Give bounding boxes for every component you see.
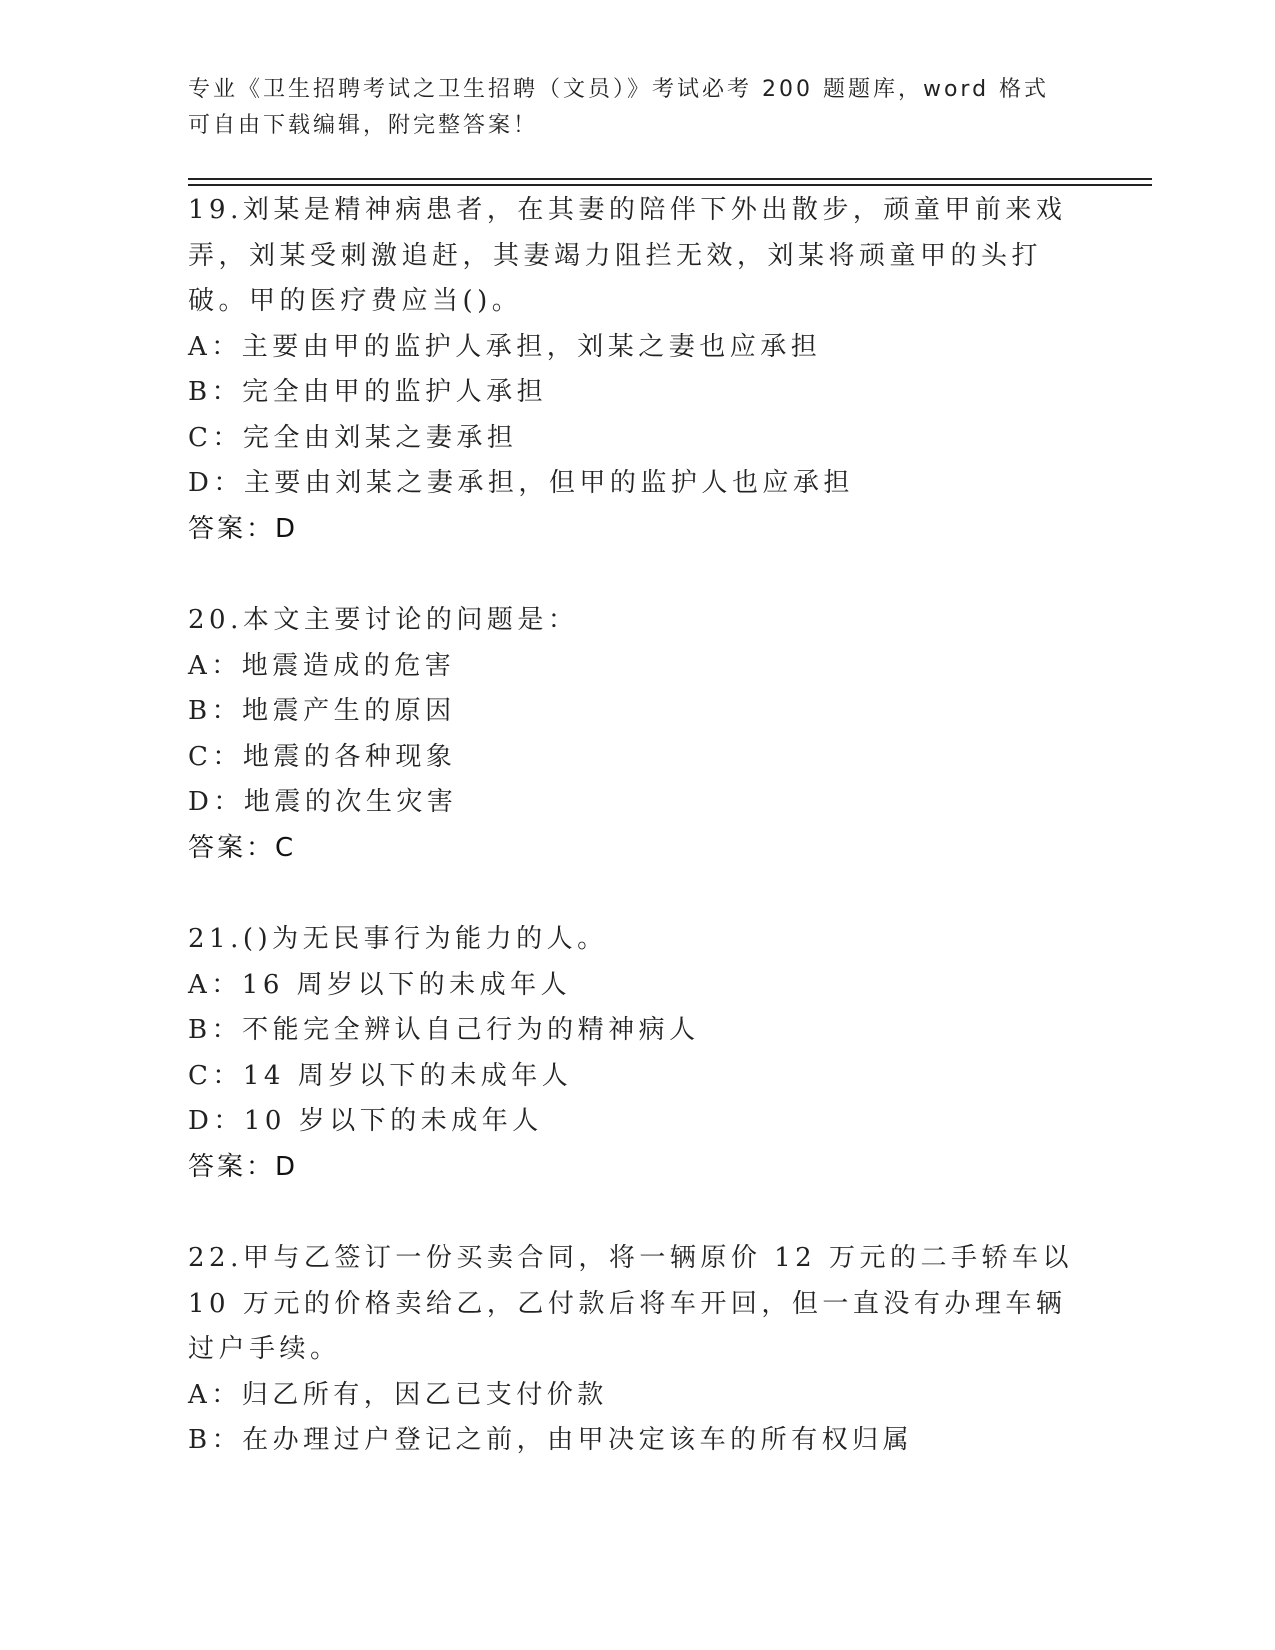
answer-label: 答案：D bbox=[188, 1151, 299, 1182]
answer-label: 答案：D bbox=[188, 513, 299, 544]
question-21 bbox=[188, 917, 1088, 1190]
question-20 bbox=[188, 598, 1088, 871]
option-a: A：16 周岁以下的未成年人 bbox=[188, 969, 572, 1000]
option-c: C：完全由刘某之妻承担 bbox=[188, 422, 518, 453]
option-d: D：主要由刘某之妻承担，但甲的监护人也应承担 bbox=[188, 468, 854, 498]
question-list bbox=[188, 188, 1088, 1464]
document-header: 专业《卫生招聘考试之卫生招聘（文员）》考试必考 200 题题库，word 格式可自由下载编辑，附完整答案！ bbox=[188, 77, 1050, 138]
option-b: B：在办理过户登记之前，由甲决定该车的所有权归属 bbox=[188, 1425, 914, 1455]
option-b: B：完全由甲的监护人承担 bbox=[188, 377, 548, 407]
header-divider-top bbox=[188, 178, 1152, 180]
option-a: A：归乙所有，因乙已支付价款 bbox=[188, 1379, 608, 1410]
question-19 bbox=[188, 188, 1088, 552]
option-c: C：地震的各种现象 bbox=[188, 741, 457, 772]
option-c: C：14 周岁以下的未成年人 bbox=[188, 1060, 573, 1091]
question-stem: 20.本文主要讨论的问题是： bbox=[188, 605, 579, 635]
answer-label: 答案：C bbox=[188, 832, 297, 863]
question-22 bbox=[188, 1236, 1088, 1464]
question-stem: 22.甲与乙签订一份买卖合同，将一辆原价 12 万元的二手轿车以 10 万元的价格卖给乙，乙付款后将车开回，但一直没有办理车辆过户手续。 bbox=[188, 1243, 1073, 1364]
question-stem: 21.()为无民事行为能力的人。 bbox=[188, 924, 608, 954]
header-divider-bottom bbox=[188, 184, 1152, 186]
option-a: A：主要由甲的监护人承担，刘某之妻也应承担 bbox=[188, 331, 822, 362]
option-b: B：地震产生的原因 bbox=[188, 696, 456, 726]
question-stem: 19.刘某是精神病患者，在其妻的陪伴下外出散步，顽童甲前来戏弄，刘某受刺激追赶，其妻竭力阻拦无效，刘某将顽童甲的头打破。甲的医疗费应当()。 bbox=[188, 195, 1067, 316]
option-a: A：地震造成的危害 bbox=[188, 650, 456, 681]
option-b: B：不能完全辨认自己行为的精神病人 bbox=[188, 1015, 700, 1045]
option-d: D：10 岁以下的未成年人 bbox=[188, 1106, 543, 1136]
option-d: D：地震的次生灾害 bbox=[188, 787, 458, 817]
